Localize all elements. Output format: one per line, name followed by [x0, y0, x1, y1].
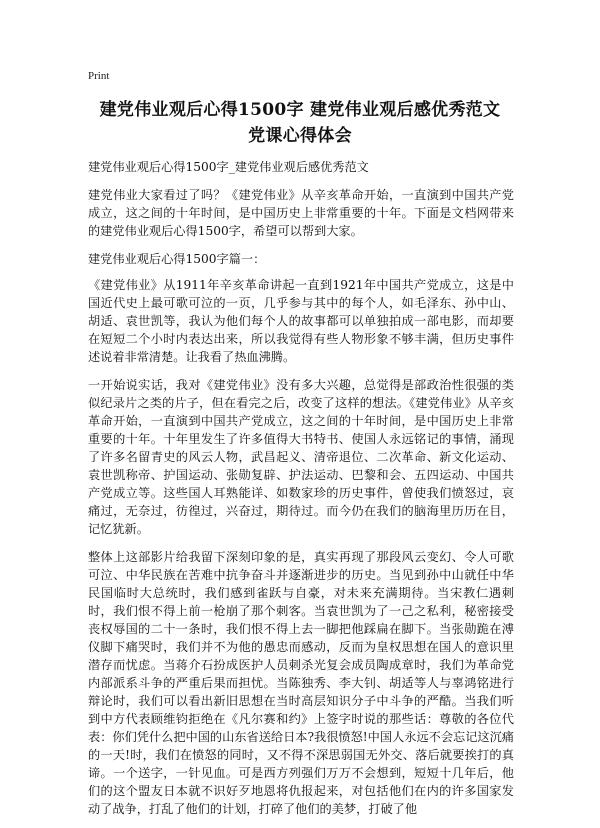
intro-paragraph: 建党伟业大家看过了吗？《建党伟业》从辛亥革命开始，一直演到中国共产党成立，这之间的十年时间，是中国历史上非常重要的十年。下面是文档网带来的建党伟业观后心得1500字，希望可以帮到大家。 — [88, 188, 514, 238]
body-paragraph: 一开始说实话，我对《建党伟业》没有多大兴趣，总觉得是部政治性很强的类似纪录片之类的片子，但在看完之后，改变了这样的想法。《建党伟业》从辛亥革命开始，一直演到中国共产党成立，这之间的十年时间，是中国历史上非常重要的十年。十年里发生了许多值得大书特书、使国人永远铭记的事情，涌现了许多名留青史的风云人物，武昌起义、清帝退位、二次革命、新文化运动、袁世凯称帝、护国运动、张勋复辟、护法运动、巴黎和会、五四运动、中国共产党成立等。这些国人耳熟能详、如数家珍的历史事件，曾使我们愤怒过，哀痛过，无奈过，彷徨过，兴奋过，期待过。而今仍在我们的脑海里历历在目，记忆犹新。 — [88, 378, 514, 536]
section-heading: 建党伟业观后心得1500字篇一： — [88, 252, 266, 266]
article-body — [88, 158, 514, 828]
body-paragraph: 整体上这部影片给我留下深刻印象的是，真实再现了那段风云变幻、令人可歌可泣、中华民族在苦难中抗争奋斗并逐渐进步的历史。当见到孙中山就任中华民国临时大总统时，我们感到雀跃与自豪，对未来充满期待。当宋教仁遇刺时，我们恨不得上前一枪崩了那个刺客。当袁世凯为了一己之私利，秘密接受丧权辱国的二十一条时，我们恨不得上去一脚把他踩扁在脚下。当张勋跪在溥仪脚下痛哭时，我们并不为他的愚忠而感动，反而为皇权思想在国人的意识里潜存而忧虑。当蒋介石扮成医护人员刺杀光复会成员陶成章时，我们为革命党内部派系斗争的严重后果而担忧。当陈独秀、李大钊、胡适等人与辜鸿铭进行辩论时，我们可以看出新旧思想在当时高层知识分子中斗争的严酷。当我们听到中方代表顾维钧拒绝在《凡尔赛和约》上签字时说的那些话：尊敬的各位代表：你们凭什么把中国的山东省送给日本?我很愤怒!中国人永远不会忘记这沉痛的一天!时，我们在愤怒的同时，又不得不深思弱国无外交、落后就要挨打的真谛。一个送字，一针见血。可是西方列强们万万不会想到，短短十几年后，他们的这个盟友日本就不识好歹地恩将仇报起来，对包括他们在内的许多国家发动了战争，打乱了他们的计划，打碎了他们的美梦，打破了他 — [88, 550, 514, 816]
print-link[interactable]: Print — [88, 70, 110, 82]
article-subtitle: 建党伟业观后心得1500字_建党伟业观后感优秀范文 — [88, 160, 369, 174]
page-title: 建党伟业观后心得1500字 建党伟业观后感优秀范文 党课心得体会 — [99, 100, 501, 146]
body-paragraph: 《建党伟业》从1911年辛亥革命讲起一直到1921年中国共产党成立，这是中国近代史上最可歌可泣的一页，几乎参与其中的每个人，如毛泽东、孙中山、胡适、袁世凯等，我认为他们每个人的故事都可以单独拍成一部电影，而却要在短短二个小时内表达出来，所以我觉得有些人物形象不够丰满，但历史事件述说着非常清楚。让我看了热血沸腾。 — [88, 278, 514, 364]
